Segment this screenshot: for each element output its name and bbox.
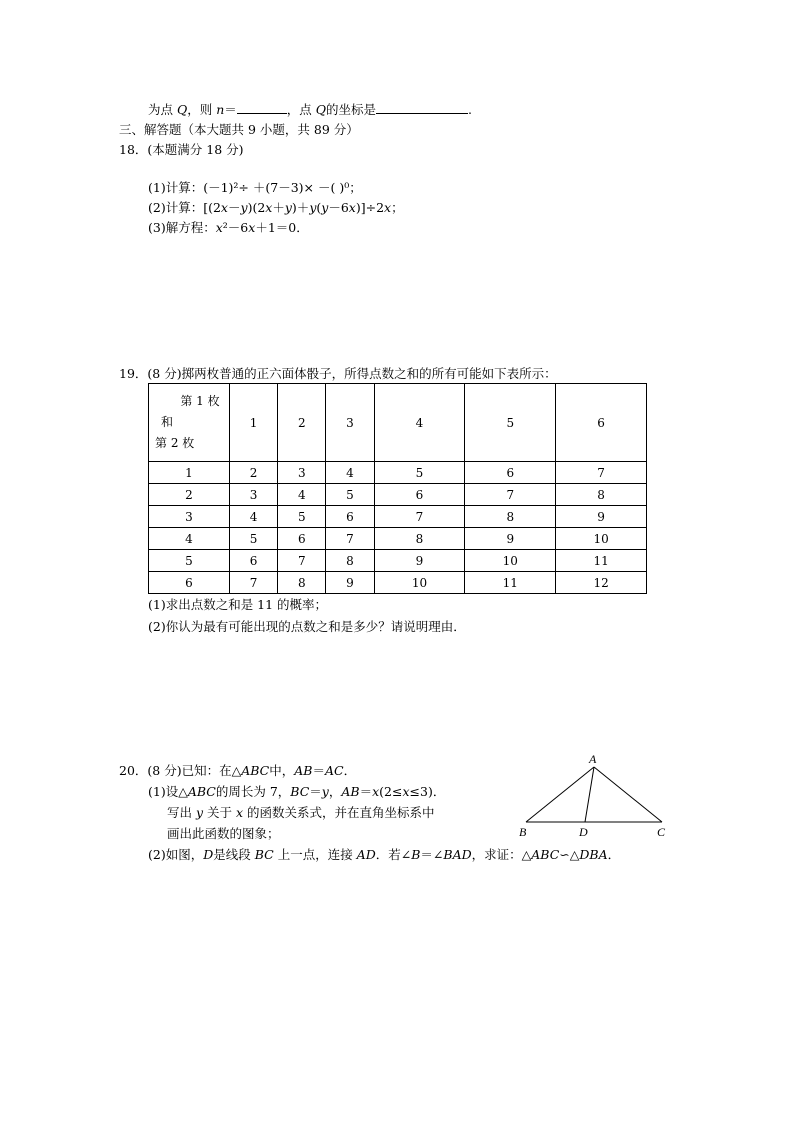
q20-part1-line3: 画出此函数的图象； <box>167 826 280 841</box>
table-cell: 10 <box>465 550 556 572</box>
segment-ab <box>526 767 594 822</box>
q20-title <box>119 763 356 779</box>
var: x <box>348 200 356 215</box>
text: 上一点，连接 <box>273 847 357 862</box>
table-cell: 5 <box>374 462 465 484</box>
table-header-cell: 2 <box>278 384 326 462</box>
text: ，求证：△ <box>471 847 532 862</box>
segment-ad <box>585 767 594 822</box>
var: ABC <box>531 847 560 862</box>
table-cell: 7 <box>278 550 326 572</box>
q18-part2 <box>148 200 404 216</box>
table-corner-cell <box>149 384 230 462</box>
q20-part2 <box>148 847 620 863</box>
table-cell: 5 <box>149 550 230 572</box>
table-row <box>149 528 647 550</box>
table-cell: 6 <box>374 484 465 506</box>
table-header-cell: 5 <box>465 384 556 462</box>
table-cell: 8 <box>556 484 647 506</box>
var: y <box>321 784 329 799</box>
text: ∽△ <box>559 847 580 862</box>
table-row <box>149 484 647 506</box>
text: 的周长为 7， <box>215 784 291 799</box>
dice-sum-table <box>148 383 647 594</box>
var: D <box>203 847 214 862</box>
var: AB <box>294 763 313 778</box>
table-header-cell: 1 <box>230 384 278 462</box>
label-d: D <box>579 825 588 839</box>
segment-ac <box>594 767 662 822</box>
triangle-figure <box>512 750 672 842</box>
text: ，点 <box>286 102 316 117</box>
answer-blank-n[interactable] <box>237 101 287 114</box>
table-cell: 6 <box>326 506 374 528</box>
label-a: A <box>589 752 597 766</box>
table-header-row <box>149 384 647 462</box>
table-cell: 3 <box>149 506 230 528</box>
text: ； <box>391 200 404 215</box>
var-q: Q <box>176 102 188 117</box>
text: 的坐标是 <box>326 102 377 117</box>
label-b: B <box>519 825 527 839</box>
text: )＋ <box>291 200 310 215</box>
text: ＝ <box>309 784 322 799</box>
var: y <box>284 200 292 215</box>
text: 的函数关系式，并在直角坐标系中 <box>243 805 435 820</box>
text: 写出 <box>167 805 196 820</box>
var: x <box>402 784 410 799</box>
text: 为点 <box>148 102 177 117</box>
var: y <box>195 805 204 820</box>
text: ． <box>343 763 357 778</box>
text: (1)设△ <box>148 784 188 799</box>
table-cell: 5 <box>326 484 374 506</box>
table-cell: 9 <box>465 528 556 550</box>
var: y <box>321 200 329 215</box>
var: AD <box>356 847 376 862</box>
var: x <box>372 784 380 799</box>
table-cell: 4 <box>326 462 374 484</box>
table-row <box>149 462 647 484</box>
var: AB <box>341 784 360 799</box>
text: 中， <box>269 763 295 778</box>
table-cell: 8 <box>465 506 556 528</box>
corner-label-sum: 和 <box>161 415 174 429</box>
table-cell: 6 <box>278 528 326 550</box>
table-header-cell: 3 <box>326 384 374 462</box>
table-cell: 9 <box>374 550 465 572</box>
var: BC <box>290 784 310 799</box>
table-cell: 7 <box>374 506 465 528</box>
var: ABC <box>241 763 270 778</box>
var: x <box>220 200 228 215</box>
table-cell: 4 <box>149 528 230 550</box>
q19-part1: (1)求出点数之和是 11 的概率； <box>148 597 328 612</box>
var: x <box>236 805 244 820</box>
q17-tail-line <box>148 101 472 118</box>
text: 20．(8 分)已知：在△ <box>119 763 242 778</box>
table-row <box>149 506 647 528</box>
var-n: n <box>216 102 225 117</box>
corner-label-second: 第 2 枚 <box>155 436 195 450</box>
table-cell: 2 <box>149 484 230 506</box>
table-cell: 7 <box>326 528 374 550</box>
var: x <box>384 200 392 215</box>
var: AC <box>324 763 344 778</box>
text: . <box>468 102 473 117</box>
text: )(2 <box>247 200 266 215</box>
q20-part1 <box>148 784 445 800</box>
q20-part1-line2 <box>167 805 435 821</box>
table-cell: 7 <box>230 572 278 594</box>
var: B <box>411 847 421 862</box>
var-q: Q <box>315 102 327 117</box>
table-cell: 7 <box>465 484 556 506</box>
corner-label-first: 第 1 枚 <box>180 394 220 408</box>
table-cell: 8 <box>326 550 374 572</box>
table-cell: 4 <box>278 484 326 506</box>
var: ABC <box>187 784 216 799</box>
var: x <box>265 200 273 215</box>
text: ，则 <box>187 102 217 117</box>
text: (2)如图， <box>148 847 204 862</box>
text: ． <box>607 847 621 862</box>
text: ( <box>316 200 322 215</box>
table-header-cell: 4 <box>374 384 465 462</box>
q18-part1: (1)计算：(－1)²÷ ＋(7－3)× －( )⁰； <box>148 180 362 195</box>
table-cell: 8 <box>278 572 326 594</box>
var: y <box>240 200 248 215</box>
text: ＋ <box>272 200 285 215</box>
table-row <box>149 572 647 594</box>
table-cell: 5 <box>230 528 278 550</box>
table-cell: 9 <box>556 506 647 528</box>
section-heading: 三、解答题（本大题共 9 小题，共 89 分） <box>119 122 359 137</box>
table-cell: 1 <box>149 462 230 484</box>
table-cell: 10 <box>556 528 647 550</box>
table-cell: 9 <box>326 572 374 594</box>
text: － <box>227 200 241 215</box>
q19-title: 19．(8 分)掷两枚普通的正六面体骰子，所得点数之和的所有可能如下表所示： <box>119 366 557 381</box>
text: ＋1＝0． <box>255 220 309 235</box>
table-cell: 7 <box>556 462 647 484</box>
table-cell: 8 <box>374 528 465 550</box>
text: (2≤ <box>379 784 403 799</box>
text: ．若∠ <box>375 847 412 862</box>
text: )]÷2 <box>355 200 385 215</box>
var: x <box>248 220 256 235</box>
table-cell: 6 <box>230 550 278 572</box>
table-header-cell: 6 <box>556 384 647 462</box>
text: ＝ <box>359 784 373 799</box>
table-row <box>149 550 647 572</box>
text: ²－6 <box>222 220 249 235</box>
q18-title: 18．(本题满分 18 分) <box>119 142 244 157</box>
var: y <box>309 200 317 215</box>
q19-part2: (2)你认为最有可能出现的点数之和是多少？请说明理由． <box>148 619 466 634</box>
text: (2)计算：[(2 <box>148 200 221 215</box>
text: 关于 <box>203 805 236 820</box>
text: 是线段 <box>213 847 255 862</box>
table-cell: 12 <box>556 572 647 594</box>
var: DBA <box>579 847 608 862</box>
table-cell: 6 <box>149 572 230 594</box>
text: ≤3)． <box>409 784 446 799</box>
text: ， <box>328 784 342 799</box>
text: ＝ <box>312 763 325 778</box>
text: ＝ <box>224 102 237 117</box>
text: ＝∠ <box>420 847 444 862</box>
table-cell: 6 <box>465 462 556 484</box>
table-cell: 3 <box>230 484 278 506</box>
table-cell: 10 <box>374 572 465 594</box>
label-c: C <box>657 825 666 839</box>
table-cell: 2 <box>230 462 278 484</box>
var: x <box>215 220 223 235</box>
var: BC <box>254 847 274 862</box>
table-cell: 4 <box>230 506 278 528</box>
text: (3)解方程： <box>148 220 216 235</box>
answer-blank-coordinates[interactable] <box>376 101 468 114</box>
table-cell: 11 <box>556 550 647 572</box>
var: BAD <box>443 847 472 862</box>
text: －6 <box>328 200 349 215</box>
table-cell: 5 <box>278 506 326 528</box>
q18-part3 <box>148 220 309 236</box>
table-cell: 11 <box>465 572 556 594</box>
table-cell: 3 <box>278 462 326 484</box>
